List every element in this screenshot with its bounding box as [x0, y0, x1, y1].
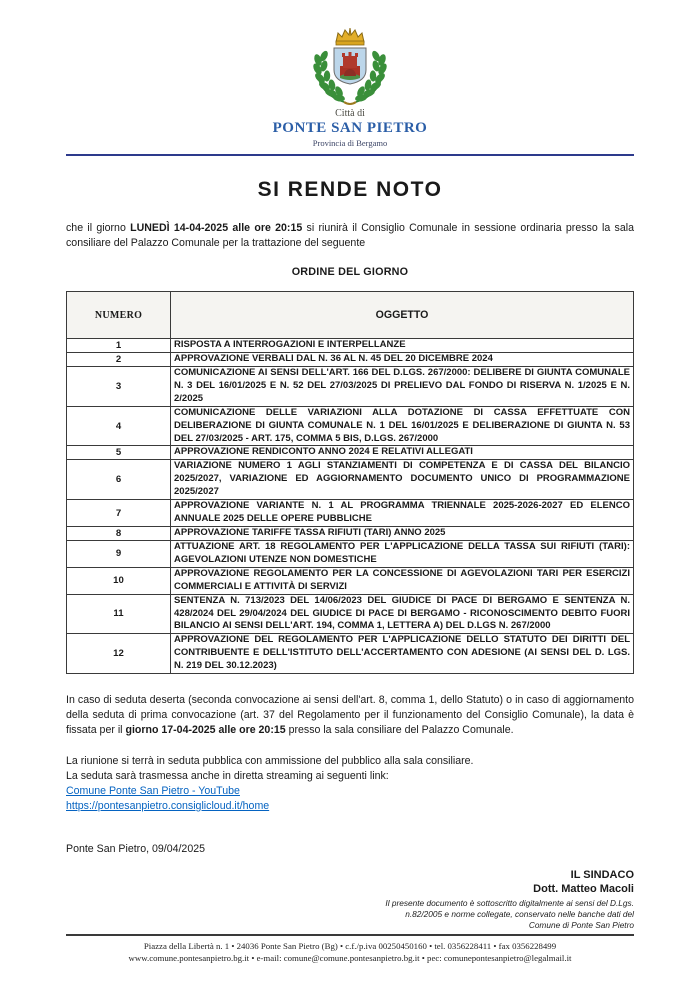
second-convocation-paragraph: [66, 693, 634, 738]
table-row: [67, 460, 634, 500]
second-convocation-text-continued: presso la sala consiliare del Palazzo Comunale.: [285, 724, 514, 737]
second-convocation-text: In caso di seduta deserta (seconda convocazione ai sensi dell'art. 8, comma 1, dello Statuto) o in caso di aggiornamento della seduta di prima convocazione (art. 37 del Regolamento per il funzionamento del Consiglio Comunale), la data è fissata per il: [66, 694, 634, 737]
page-title: SI RENDE NOTO: [257, 178, 443, 201]
table-row: [67, 353, 634, 367]
agenda-item-subject: APPROVAZIONE TARIFFE TASSA RIFIUTI (TARI) ANNO 2025: [171, 526, 634, 540]
agenda-item-subject: ATTUAZIONE ART. 18 REGOLAMENTO PER L'APPLICAZIONE DELLA TASSA SUI RIFIUTI (TARI): AGEVOLAZIONI UTENZE NON DOMESTICHE: [171, 540, 634, 567]
agenda-item-subject: SENTENZA N. 713/2023 DEL 14/06/2023 DEL GIUDICE DI PACE DI BERGAMO E SENTENZA N. 428/2024 DEL 29/04/2024 DEL GIUDICE DI PACE DI BERGAMO - RICONOSCIMENTO DEBITO FUORI BILANCIO AI SENSI DELL'ART. 194, COMMA 1, LETTERA A) DEL D.LGS N. 267/2000: [171, 594, 634, 634]
meeting-datetime: LUNEDÌ 14-04-2025 alle ore 20:15: [130, 222, 303, 234]
signer-name: Dott. Matteo Macoli: [533, 883, 634, 896]
dateline: Ponte San Pietro, 09/04/2025: [66, 843, 206, 856]
municipal-coat-of-arms-icon: [294, 28, 406, 106]
footer-contacts-line: www.comune.pontesanpietro.bg.it • e-mail: comune@comune.pontesanpietro.bg.it • pec: comunepontesanpietro@legalmail.it: [128, 952, 572, 963]
table-row: [67, 526, 634, 540]
column-header-oggetto: OGGETTO: [171, 292, 634, 339]
agenda-item-number: 10: [67, 567, 171, 594]
youtube-link[interactable]: Comune Ponte San Pietro - YouTube: [66, 785, 240, 798]
footer-address-line: Piazza della Libertà n. 1 • 24036 Ponte San Pietro (Bg) • c.f./p.iva 00250450160 • tel. 0356228411 • fax 0356228499: [143, 941, 557, 951]
intro-paragraph: [66, 221, 634, 251]
city-label: Città di: [335, 108, 365, 119]
agenda-item-subject: COMUNICAZIONE AI SENSI DELL'ART. 166 DEL D.LGS. 267/2000: DELIBERE DI GIUNTA COMUNALE N. 3 DEL 16/01/2025 E N. 52 DEL 27/03/2025 DI PRELIEVO DAL FONDO DI RISERVA N. 1/2025 E N. 2/2025: [171, 367, 634, 407]
province-label: Provincia di Bergamo: [312, 138, 388, 148]
public-session-line: La riunione si terrà in seduta pubblica con ammissione del pubblico alla sala consiliare.: [66, 755, 474, 768]
agenda-item-number: 12: [67, 634, 171, 674]
document-footer: [66, 934, 634, 964]
agenda-item-number: 7: [67, 500, 171, 527]
table-row: [67, 406, 634, 446]
agenda-item-number: 8: [67, 526, 171, 540]
agenda-item-number: 1: [67, 339, 171, 353]
table-row: [67, 500, 634, 527]
signature-block: [66, 868, 634, 930]
agenda-item-number: 6: [67, 460, 171, 500]
agenda-item-subject: VARIAZIONE NUMERO 1 AGLI STANZIAMENTI DI COMPETENZA E DI CASSA DEL BILANCIO 2025/2027, VARIAZIONE ED AGGIORNAMENTO DOCUMENTO UNICO DI PROGRAMMAZIONE 2025/2027: [171, 460, 634, 500]
agenda-item-subject: RISPOSTA A INTERROGAZIONI E INTERPELLANZE: [171, 339, 634, 353]
agenda-heading: ORDINE DEL GIORNO: [291, 266, 409, 278]
agenda-item-subject: APPROVAZIONE VARIANTE N. 1 AL PROGRAMMA TRIENNALE 2025-2026-2027 ED ELENCO ANNUALE 2025 DELLE OPERE PUBBLICHE: [171, 500, 634, 527]
table-row: [67, 339, 634, 353]
streaming-line: La seduta sarà trasmessa anche in diretta streaming ai seguenti link:: [66, 770, 389, 783]
agenda-item-number: 2: [67, 353, 171, 367]
agenda-item-subject: APPROVAZIONE VERBALI DAL N. 36 AL N. 45 DEL 20 DICEMBRE 2024: [171, 353, 634, 367]
table-row: [67, 567, 634, 594]
crown-icon: [336, 28, 364, 45]
intro-text-continued: si riunirà il Consiglio Comunale in sessione ordinaria presso la sala consiliare del Palazzo Comunale per la trattazione del seguente: [66, 222, 634, 249]
youtube-link-line: [66, 784, 634, 799]
agenda-item-number: 3: [67, 367, 171, 407]
consiglicloud-link[interactable]: https://pontesanpietro.consiglicloud.it/home: [66, 800, 270, 813]
table-header-row: [67, 292, 634, 339]
agenda-item-number: 5: [67, 446, 171, 460]
agenda-item-number: 4: [67, 406, 171, 446]
agenda-item-subject: COMUNICAZIONE DELLE VARIAZIONI ALLA DOTAZIONE DI CASSA EFFETTUATE CON DELIBERAZIONE DI GIUNTA COMUNALE N. 1 DEL 16/01/2025 E DELIBERAZIONE DI GIUNTA N. 53 DEL 27/03/2025 - ART. 175, COMMA 5 BIS, D.LGS. 267/2000: [171, 406, 634, 446]
table-row: [67, 446, 634, 460]
table-row: [67, 594, 634, 634]
signer-role: IL SINDACO: [570, 869, 634, 882]
table-row: [67, 367, 634, 407]
document-header: [66, 0, 634, 156]
backup-datetime: giorno 17-04-2025 alle ore 20:15: [125, 724, 286, 737]
municipality-name: PONTE SAN PIETRO: [272, 120, 428, 136]
header-divider: [66, 154, 634, 156]
column-header-numero: NUMERO: [67, 292, 171, 339]
streaming-link-line: [66, 799, 634, 814]
table-row: [67, 540, 634, 567]
agenda-item-subject: APPROVAZIONE RENDICONTO ANNO 2024 E RELATIVI ALLEGATI: [171, 446, 634, 460]
agenda-item-number: 9: [67, 540, 171, 567]
agenda-table: [66, 291, 634, 674]
agenda-item-subject: APPROVAZIONE DEL REGOLAMENTO PER L'APPLICAZIONE DELLO STATUTO DEI DIRITTI DEL CONTRIBUENTE E DELL'ISTITUTO DELL'ACCERTAMENTO CON ADESIONE (AI SENSI DEL D. LGS. N. 219 DEL 30.12.2023): [171, 634, 634, 674]
agenda-item-subject: APPROVAZIONE REGOLAMENTO PER LA CONCESSIONE DI AGEVOLAZIONI TARI PER ESERCIZI COMMERCIALI E ATTIVITÀ DI SERVIZI: [171, 567, 634, 594]
footer-divider: [66, 934, 634, 936]
digital-signature-disclaimer: Il presente documento è sottoscritto digitalmente ai sensi del D.Lgs. n.82/2005 e norme collegate, conservato nelle banche dati del Comune di Ponte San Pietro: [385, 898, 634, 930]
table-row: [67, 634, 634, 674]
castle-icon: [340, 52, 360, 80]
intro-text: che il giorno: [66, 222, 131, 234]
agenda-item-number: 11: [67, 594, 171, 634]
